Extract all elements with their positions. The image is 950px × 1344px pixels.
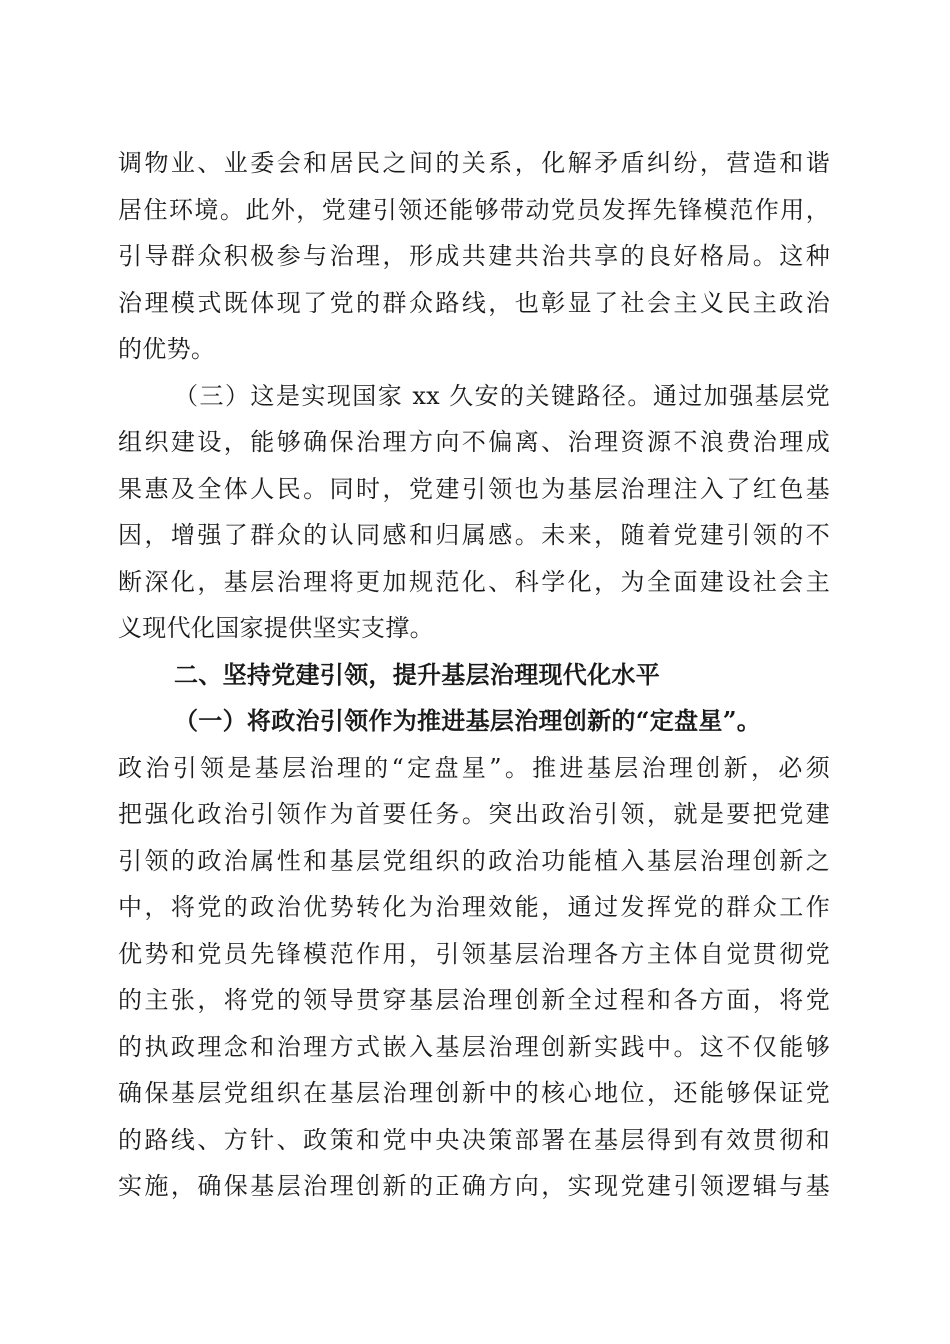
text-line: 治理模式既体现了党的群众路线，也彰显了社会主义民主政治 [118,288,830,317]
text-line: 组织建设，能够确保治理方向不偏离、治理资源不浪费治理成 [118,428,830,456]
text-line: 优势和党员先锋模范作用，引领基层治理各方主体自觉贯彻党 [118,939,830,968]
text-line: 的优势。 [118,335,216,363]
section-two-heading: 二、坚持党建引领，提升基层治理现代化水平 [174,660,660,689]
text-line: 的路线、方针、政策和党中央决策部署在基层得到有效贯彻和 [118,1125,830,1154]
subsection-one-heading: （一）将政治引领作为推进基层治理创新的“定盘星”。 [174,706,762,735]
text-line: 引领的政治属性和基层党组织的政治功能植入基层治理创新之 [118,846,830,875]
text-line: 义现代化国家提供坚实支撑。 [118,614,434,642]
text-line: 的主张，将党的领导贯穿基层治理创新全过程和各方面，将党 [118,986,830,1014]
document-page [118,140,830,1210]
text-line: 把强化政治引领作为首要任务。突出政治引领，就是要把党建 [118,800,830,828]
section-three-heading-line: （三）这是实现国家 xx 久安的关键路径。通过加强基层党 [174,381,830,410]
text-line: 调物业、业委会和居民之间的关系，化解矛盾纠纷，营造和谐 [118,149,830,177]
text-line: 的执政理念和治理方式嵌入基层治理创新实践中。这不仅能够 [118,1032,830,1061]
text-line: 因，增强了群众的认同感和归属感。未来，随着党建引领的不 [118,521,830,549]
text-line: 引导群众积极参与治理，形成共建共治共享的良好格局。这种 [118,242,830,270]
text-line: 居住环境。此外，党建引领还能够带动党员发挥先锋模范作用， [118,195,830,224]
text-line: 果惠及全体人民。同时，党建引领也为基层治理注入了红色基 [118,474,830,503]
text-line: 实施，确保基层治理创新的正确方向，实现党建引领逻辑与基 [118,1172,830,1200]
text-line: 断深化，基层治理将更加规范化、科学化，为全面建设社会主 [118,567,830,596]
text-line: 政治引领是基层治理的“定盘星”。推进基层治理创新，必须 [118,753,830,782]
text-line: 中，将党的政治优势转化为治理效能，通过发挥党的群众工作 [118,893,830,921]
text-line: 确保基层党组织在基层治理创新中的核心地位，还能够保证党 [118,1079,830,1107]
